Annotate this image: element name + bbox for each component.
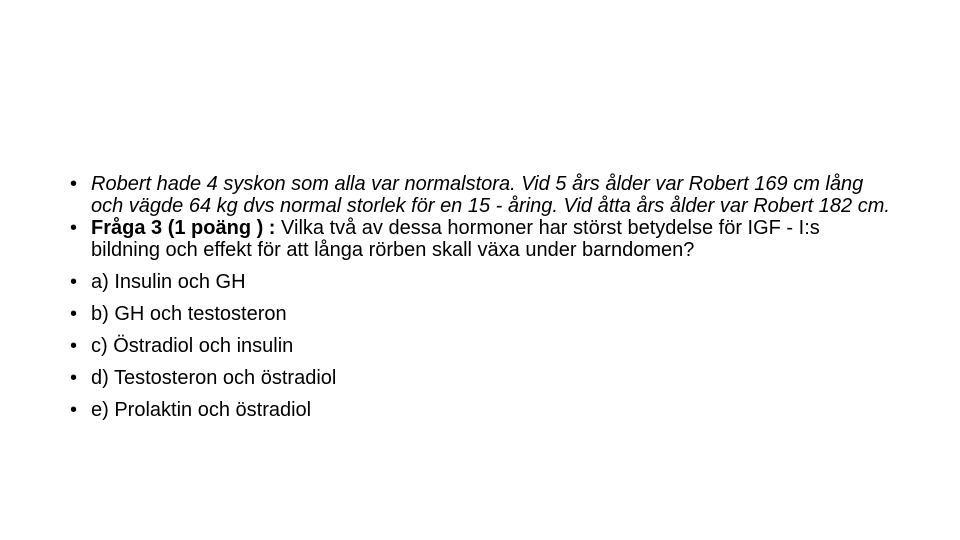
bullet-icon: • bbox=[70, 217, 78, 239]
bullet-icon: • bbox=[70, 335, 78, 357]
answer-option-text: b) GH och testosteron bbox=[91, 303, 287, 325]
question bbox=[70, 217, 890, 261]
question-label: Fråga 3 (1 poäng ) : bbox=[91, 217, 276, 239]
answer-option-c bbox=[70, 335, 890, 357]
answer-option-text: a) Insulin och GH bbox=[91, 271, 246, 293]
bullet-icon: • bbox=[70, 173, 78, 195]
bullet-icon: • bbox=[70, 367, 78, 389]
answer-option-d bbox=[70, 367, 890, 389]
case-text: Robert hade 4 syskon som alla var normalstora. Vid 5 års ålder var Robert 169 cm lång och vägde 64 kg dvs normal storlek för en 15 - åring. Vid åtta års ålder var Robert 182 cm. bbox=[91, 173, 890, 217]
case-description bbox=[70, 173, 890, 217]
answer-option-a bbox=[70, 271, 890, 293]
answer-option-e bbox=[70, 399, 890, 421]
bullet-icon: • bbox=[70, 303, 78, 325]
answer-option-text: c) Östradiol och insulin bbox=[91, 335, 294, 357]
bullet-list bbox=[70, 173, 890, 421]
question-text: Vilka två av dessa hormoner har störst betydelse för IGF - I:s bildning och effekt för att långa rörben skall växa under barndomen? bbox=[91, 217, 820, 261]
answer-option-text: e) Prolaktin och östradiol bbox=[91, 399, 312, 421]
bullet-icon: • bbox=[70, 271, 78, 293]
bullet-icon: • bbox=[70, 399, 78, 421]
answer-option-text: d) Testosteron och östradiol bbox=[91, 367, 337, 389]
answer-option-b bbox=[70, 303, 890, 325]
